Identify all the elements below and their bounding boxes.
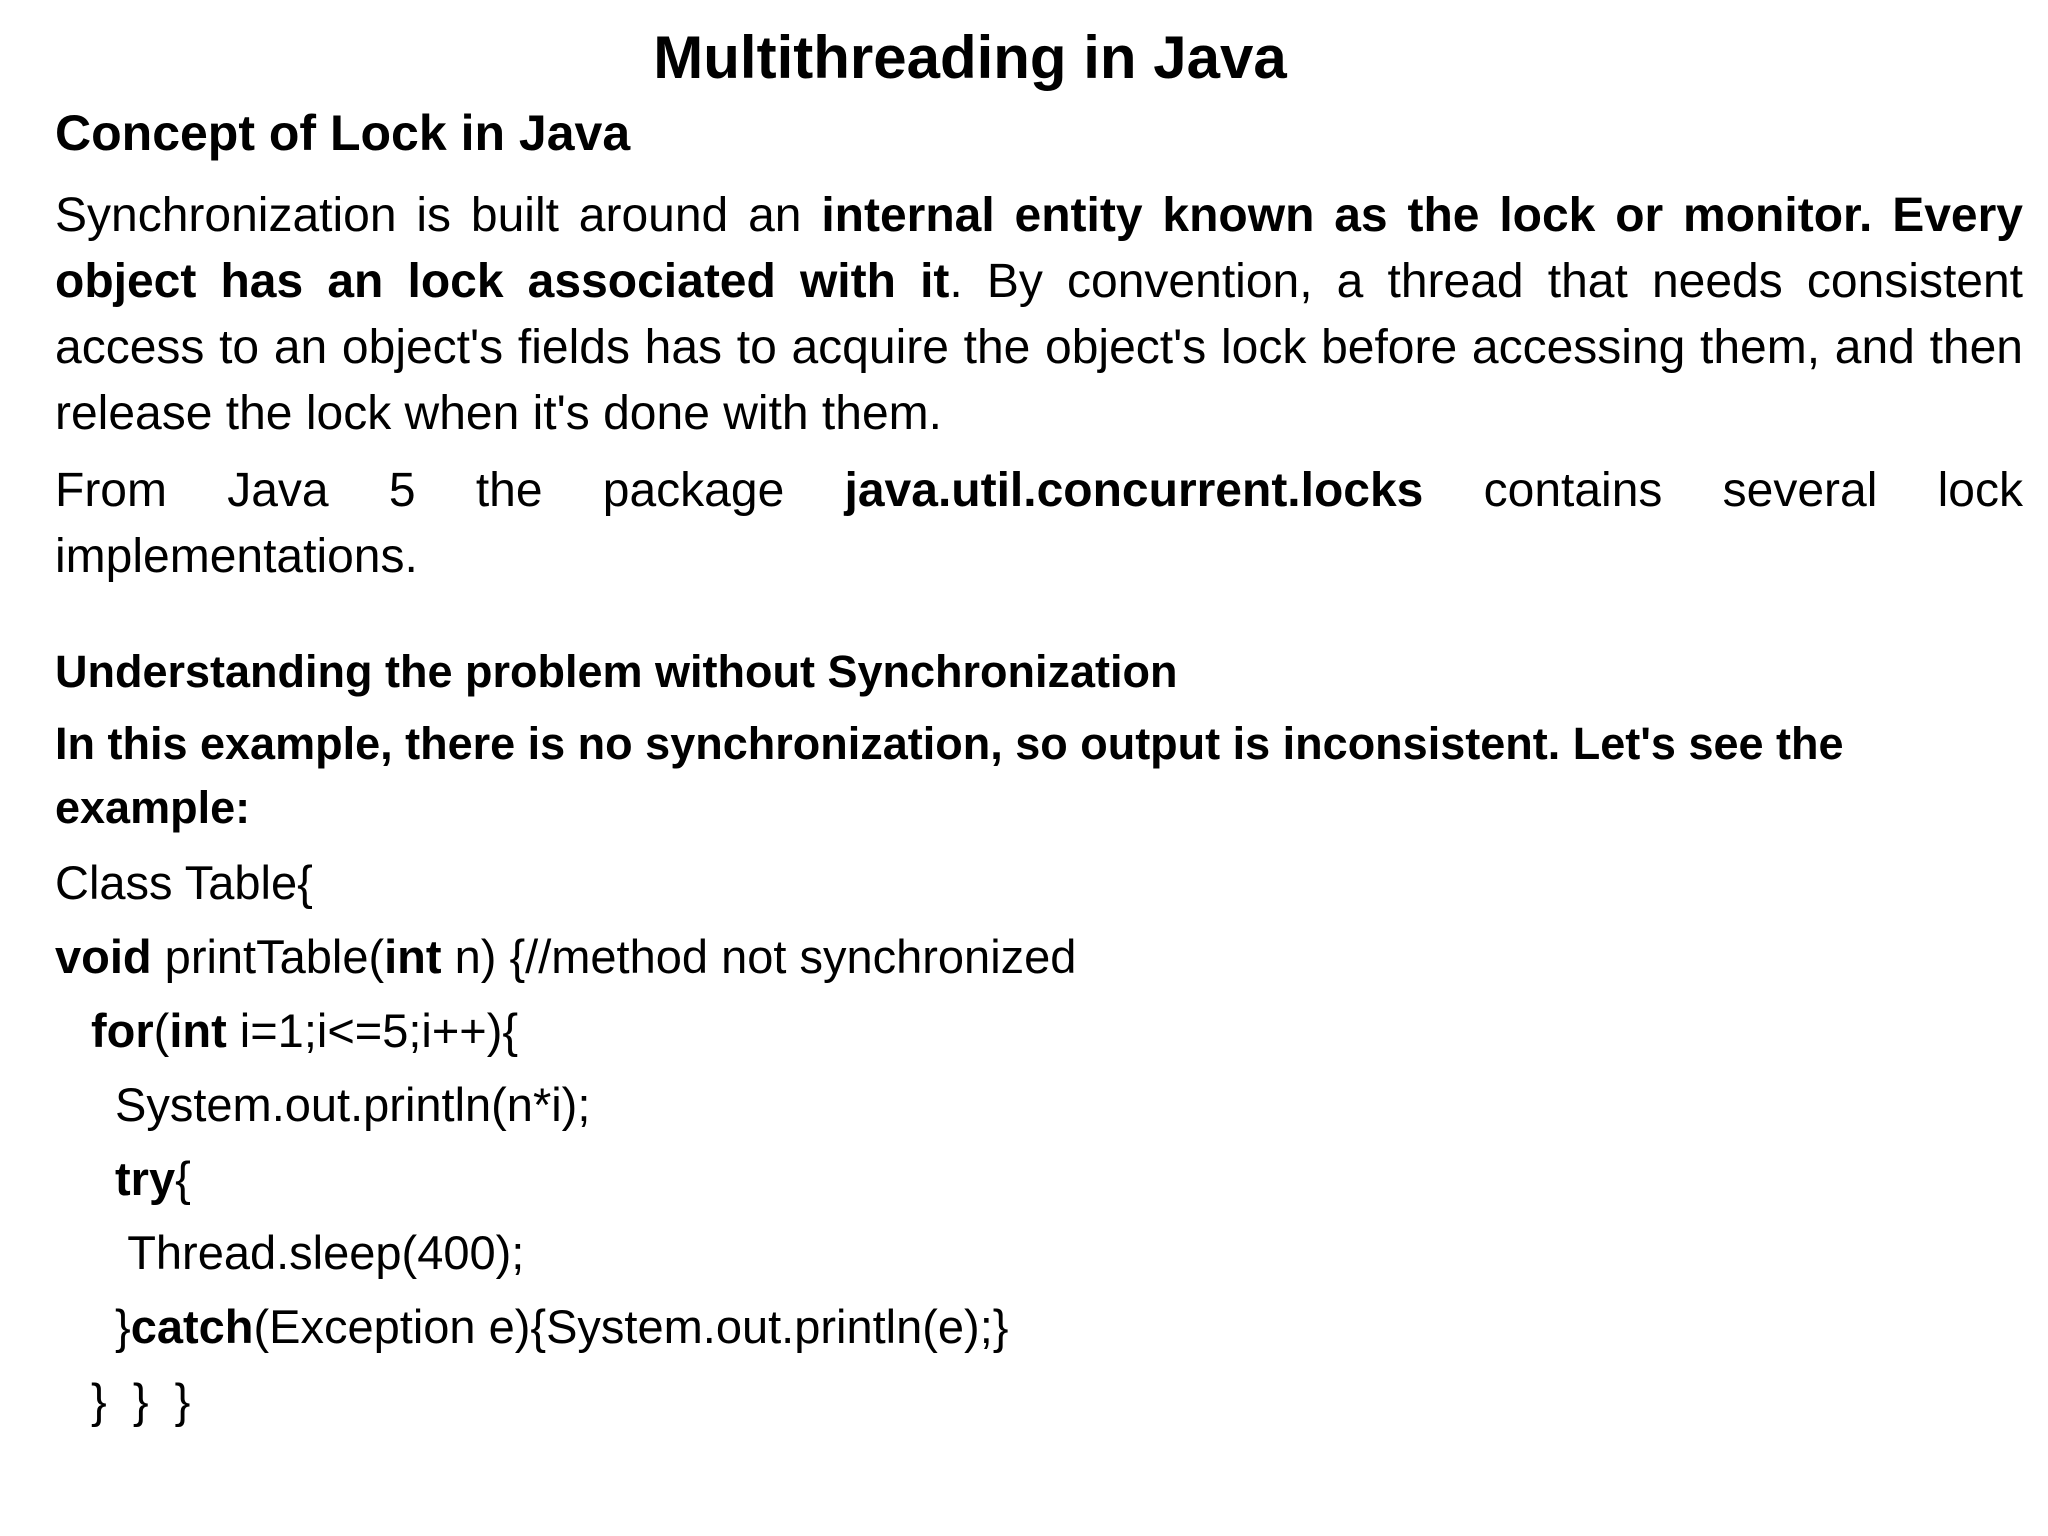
code-text: Class Table{ xyxy=(55,856,313,909)
code-line xyxy=(55,846,1076,920)
paragraph-text: contains several lock implementations. xyxy=(55,464,2023,583)
code-example xyxy=(55,846,1076,1438)
code-line xyxy=(55,1068,1076,1142)
code-line xyxy=(55,994,1076,1068)
code-text: } xyxy=(115,1300,131,1353)
section-heading: Concept of Lock in Java xyxy=(55,105,631,161)
example-intro: In this example, there is no synchronization, so output is inconsistent. Let's see the example: xyxy=(55,718,1844,833)
code-text: Thread.sleep(400); xyxy=(115,1226,525,1279)
lock-concept-paragraph xyxy=(55,183,2023,447)
code-text: n) {//method not synchronized xyxy=(441,930,1077,983)
code-text: } } } xyxy=(91,1374,191,1427)
paragraph-text: Synchronization is built around an xyxy=(55,189,822,242)
slide-title: Multithreading in Java xyxy=(653,24,1287,91)
code-text: (Exception e){System.out.println(e);} xyxy=(253,1300,1009,1353)
code-keyword: catch xyxy=(130,1300,254,1353)
paragraph-bold-text: internal entity known as the lock or monitor. Every object has an lock associated with it xyxy=(55,189,2024,308)
code-keyword: try xyxy=(115,1152,176,1205)
paragraph-text: From Java 5 the package xyxy=(55,464,845,517)
code-text: { xyxy=(175,1152,191,1205)
code-text: printTable( xyxy=(151,930,385,983)
code-text: ( xyxy=(153,1004,170,1057)
code-line xyxy=(55,1290,1076,1364)
code-line xyxy=(55,920,1076,994)
code-keyword: int xyxy=(169,1004,227,1057)
code-keyword: void xyxy=(55,930,152,983)
package-name: java.util.concurrent.locks xyxy=(844,464,1424,517)
code-line xyxy=(55,1364,1076,1438)
code-keyword: int xyxy=(384,930,442,983)
code-text: System.out.println(n*i); xyxy=(115,1078,591,1131)
locks-package-paragraph xyxy=(55,458,2023,590)
paragraph-text: . By convention, a thread that needs consistent access to an object's fields has to acquire the object's lock before accessing them, and then release the lock when it's done with them. xyxy=(55,255,2024,440)
code-keyword: for xyxy=(91,1004,154,1057)
code-line xyxy=(55,1216,1076,1290)
code-text: i=1;i<=5;i++){ xyxy=(226,1004,519,1057)
problem-subheading: Understanding the problem without Synchronization xyxy=(55,646,1178,697)
code-line xyxy=(55,1142,1076,1216)
